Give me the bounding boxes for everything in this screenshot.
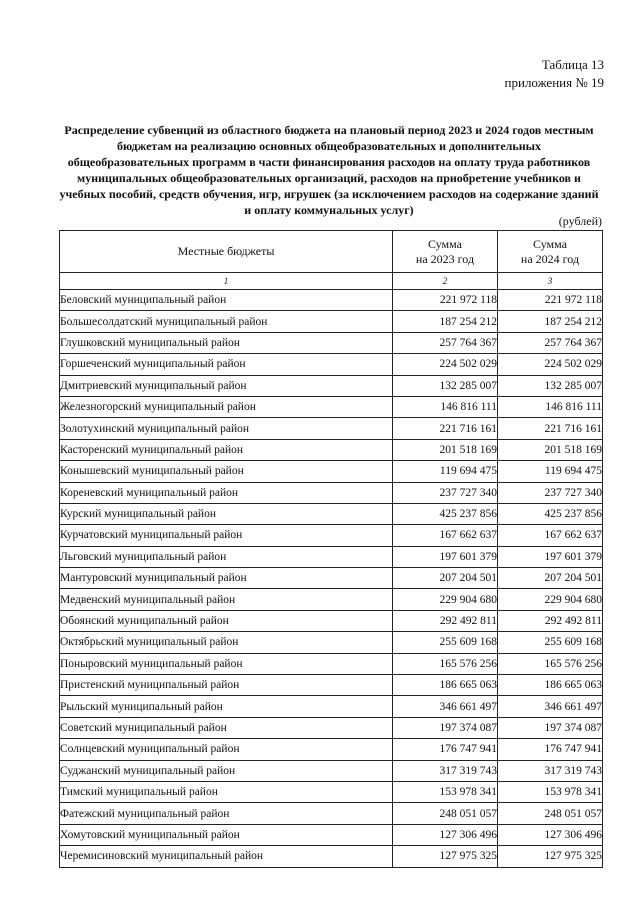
amount-2024: 237 727 340 xyxy=(498,482,603,503)
amount-2024: 167 662 637 xyxy=(498,525,603,546)
amount-2023: 224 502 029 xyxy=(393,354,498,375)
table-row xyxy=(60,482,603,503)
amount-2024: 146 816 111 xyxy=(498,396,603,417)
amount-2024: 127 306 496 xyxy=(498,824,603,845)
amount-2024: 248 051 057 xyxy=(498,803,603,824)
amount-2023: 187 254 212 xyxy=(393,311,498,332)
table-row xyxy=(60,696,603,717)
amount-2024: 165 576 256 xyxy=(498,653,603,674)
district-name: Рыльский муниципальный район xyxy=(60,696,393,717)
amount-2023: 201 518 169 xyxy=(393,439,498,460)
amount-2024: 255 609 168 xyxy=(498,632,603,653)
table-row xyxy=(60,290,603,311)
amount-2023: 221 716 161 xyxy=(393,418,498,439)
amount-2024: 186 665 063 xyxy=(498,675,603,696)
amount-2023: 248 051 057 xyxy=(393,803,498,824)
table-number: Таблица 13 xyxy=(541,57,604,72)
amount-2023: 255 609 168 xyxy=(393,632,498,653)
amount-2023: 207 204 501 xyxy=(393,568,498,589)
amount-2024: 132 285 007 xyxy=(498,375,603,396)
table-row xyxy=(60,439,603,460)
district-name: Советский муниципальный район xyxy=(60,717,393,738)
table-body xyxy=(60,290,603,868)
table-row xyxy=(60,717,603,738)
table-header-row xyxy=(60,231,603,273)
table-row xyxy=(60,525,603,546)
table-row xyxy=(60,589,603,610)
column-header-2024-line1: Сумма xyxy=(533,236,567,251)
table-row xyxy=(60,803,603,824)
table-row xyxy=(60,546,603,567)
table-caption xyxy=(505,56,604,92)
table-row xyxy=(60,503,603,524)
table-row xyxy=(60,781,603,802)
table-row xyxy=(60,461,603,482)
amount-2023: 292 492 811 xyxy=(393,610,498,631)
appendix-number: приложения № 19 xyxy=(504,75,604,90)
column-index-2: 2 xyxy=(393,273,498,290)
amount-2023: 146 816 111 xyxy=(393,396,498,417)
table-row xyxy=(60,846,603,867)
amount-2024: 346 661 497 xyxy=(498,696,603,717)
amount-2023: 346 661 497 xyxy=(393,696,498,717)
district-name: Льговский муниципальный район xyxy=(60,546,393,567)
amount-2023: 167 662 637 xyxy=(393,525,498,546)
amount-2024: 257 764 367 xyxy=(498,332,603,353)
document-title: Распределение субвенций из областного бюджета на плановый период 2023 и 2024 годов местным бюджетам на реализацию основных общеобразовательных и дополнительных общеобразовательных программ в части финансирования расходов на оплату труда работников муниципальных общеобразовательных организаций, расходов на приобретение учебников и учебных пособий, средств обучения, игр, игрушек (за исключением расходов на содержание зданий и оплату коммунальных услуг) xyxy=(59,123,599,217)
amount-2024: 221 716 161 xyxy=(498,418,603,439)
amount-2023: 237 727 340 xyxy=(393,482,498,503)
district-name: Золотухинский муниципальный район xyxy=(60,418,393,439)
table-row xyxy=(60,418,603,439)
amount-2023: 165 576 256 xyxy=(393,653,498,674)
district-name: Беловский муниципальный район xyxy=(60,290,393,311)
amount-2023: 127 975 325 xyxy=(393,846,498,867)
table-row xyxy=(60,632,603,653)
amount-2024: 153 978 341 xyxy=(498,781,603,802)
table-row xyxy=(60,739,603,760)
table-row xyxy=(60,824,603,845)
district-name: Курчатовский муниципальный район xyxy=(60,525,393,546)
district-name: Пристенский муниципальный район xyxy=(60,675,393,696)
district-name: Дмитриевский муниципальный район xyxy=(60,375,393,396)
table-row xyxy=(60,760,603,781)
amount-2023: 317 319 743 xyxy=(393,760,498,781)
amount-2024: 127 975 325 xyxy=(498,846,603,867)
table-row xyxy=(60,396,603,417)
district-name: Суджанский муниципальный район xyxy=(60,760,393,781)
amount-2023: 257 764 367 xyxy=(393,332,498,353)
column-index-1: 1 xyxy=(60,273,393,290)
amount-2023: 153 978 341 xyxy=(393,781,498,802)
amount-2024: 197 601 379 xyxy=(498,546,603,567)
district-name: Медвенский муниципальный район xyxy=(60,589,393,610)
district-name: Хомутовский муниципальный район xyxy=(60,824,393,845)
table-row xyxy=(60,311,603,332)
column-header-2024-line2: на 2024 год xyxy=(520,251,580,266)
district-name: Большесолдатский муниципальный район xyxy=(60,311,393,332)
amount-2023: 197 601 379 xyxy=(393,546,498,567)
amount-2024: 187 254 212 xyxy=(498,311,603,332)
amount-2024: 207 204 501 xyxy=(498,568,603,589)
district-name: Тимский муниципальный район xyxy=(60,781,393,802)
units-label: (рублей) xyxy=(558,214,602,228)
table-row xyxy=(60,375,603,396)
amount-2024: 176 747 941 xyxy=(498,739,603,760)
amount-2023: 176 747 941 xyxy=(393,739,498,760)
amount-2023: 132 285 007 xyxy=(393,375,498,396)
amount-2024: 197 374 087 xyxy=(498,717,603,738)
amount-2024: 221 972 118 xyxy=(498,290,603,311)
amount-2024: 119 694 475 xyxy=(498,461,603,482)
amount-2024: 425 237 856 xyxy=(498,503,603,524)
table-row xyxy=(60,610,603,631)
amount-2023: 221 972 118 xyxy=(393,290,498,311)
amount-2023: 197 374 087 xyxy=(393,717,498,738)
column-header-2023 xyxy=(393,231,498,273)
district-name: Обоянский муниципальный район xyxy=(60,610,393,631)
column-header-2023-line1: Сумма xyxy=(428,236,462,251)
column-header-2024 xyxy=(498,231,603,273)
column-index-3: 3 xyxy=(498,273,603,290)
table-row xyxy=(60,568,603,589)
district-name: Горшеченский муниципальный район xyxy=(60,354,393,375)
amount-2024: 229 904 680 xyxy=(498,589,603,610)
district-name: Курский муниципальный район xyxy=(60,503,393,524)
district-name: Поныровский муниципальный район xyxy=(60,653,393,674)
district-name: Железногорский муниципальный район xyxy=(60,396,393,417)
table-row xyxy=(60,332,603,353)
amount-2023: 127 306 496 xyxy=(393,824,498,845)
amount-2023: 229 904 680 xyxy=(393,589,498,610)
amount-2024: 224 502 029 xyxy=(498,354,603,375)
table-row xyxy=(60,653,603,674)
district-name: Фатежский муниципальный район xyxy=(60,803,393,824)
amount-2023: 119 694 475 xyxy=(393,461,498,482)
amount-2024: 201 518 169 xyxy=(498,439,603,460)
column-index-row xyxy=(60,273,603,290)
district-name: Мантуровский муниципальный район xyxy=(60,568,393,589)
amount-2024: 317 319 743 xyxy=(498,760,603,781)
amount-2023: 425 237 856 xyxy=(393,503,498,524)
district-name: Октябрьский муниципальный район xyxy=(60,632,393,653)
table-row xyxy=(60,354,603,375)
district-name: Касторенский муниципальный район xyxy=(60,439,393,460)
subsidy-table xyxy=(59,230,603,868)
district-name: Глушковский муниципальный район xyxy=(60,332,393,353)
district-name: Конышевский муниципальный район xyxy=(60,461,393,482)
district-name: Солнцевский муниципальный район xyxy=(60,739,393,760)
amount-2023: 186 665 063 xyxy=(393,675,498,696)
amount-2024: 292 492 811 xyxy=(498,610,603,631)
table-row xyxy=(60,675,603,696)
column-header-2023-line2: на 2023 год xyxy=(415,251,475,266)
column-header-budgets: Местные бюджеты xyxy=(60,231,393,273)
district-name: Черемисиновский муниципальный район xyxy=(60,846,393,867)
district-name: Кореневский муниципальный район xyxy=(60,482,393,503)
